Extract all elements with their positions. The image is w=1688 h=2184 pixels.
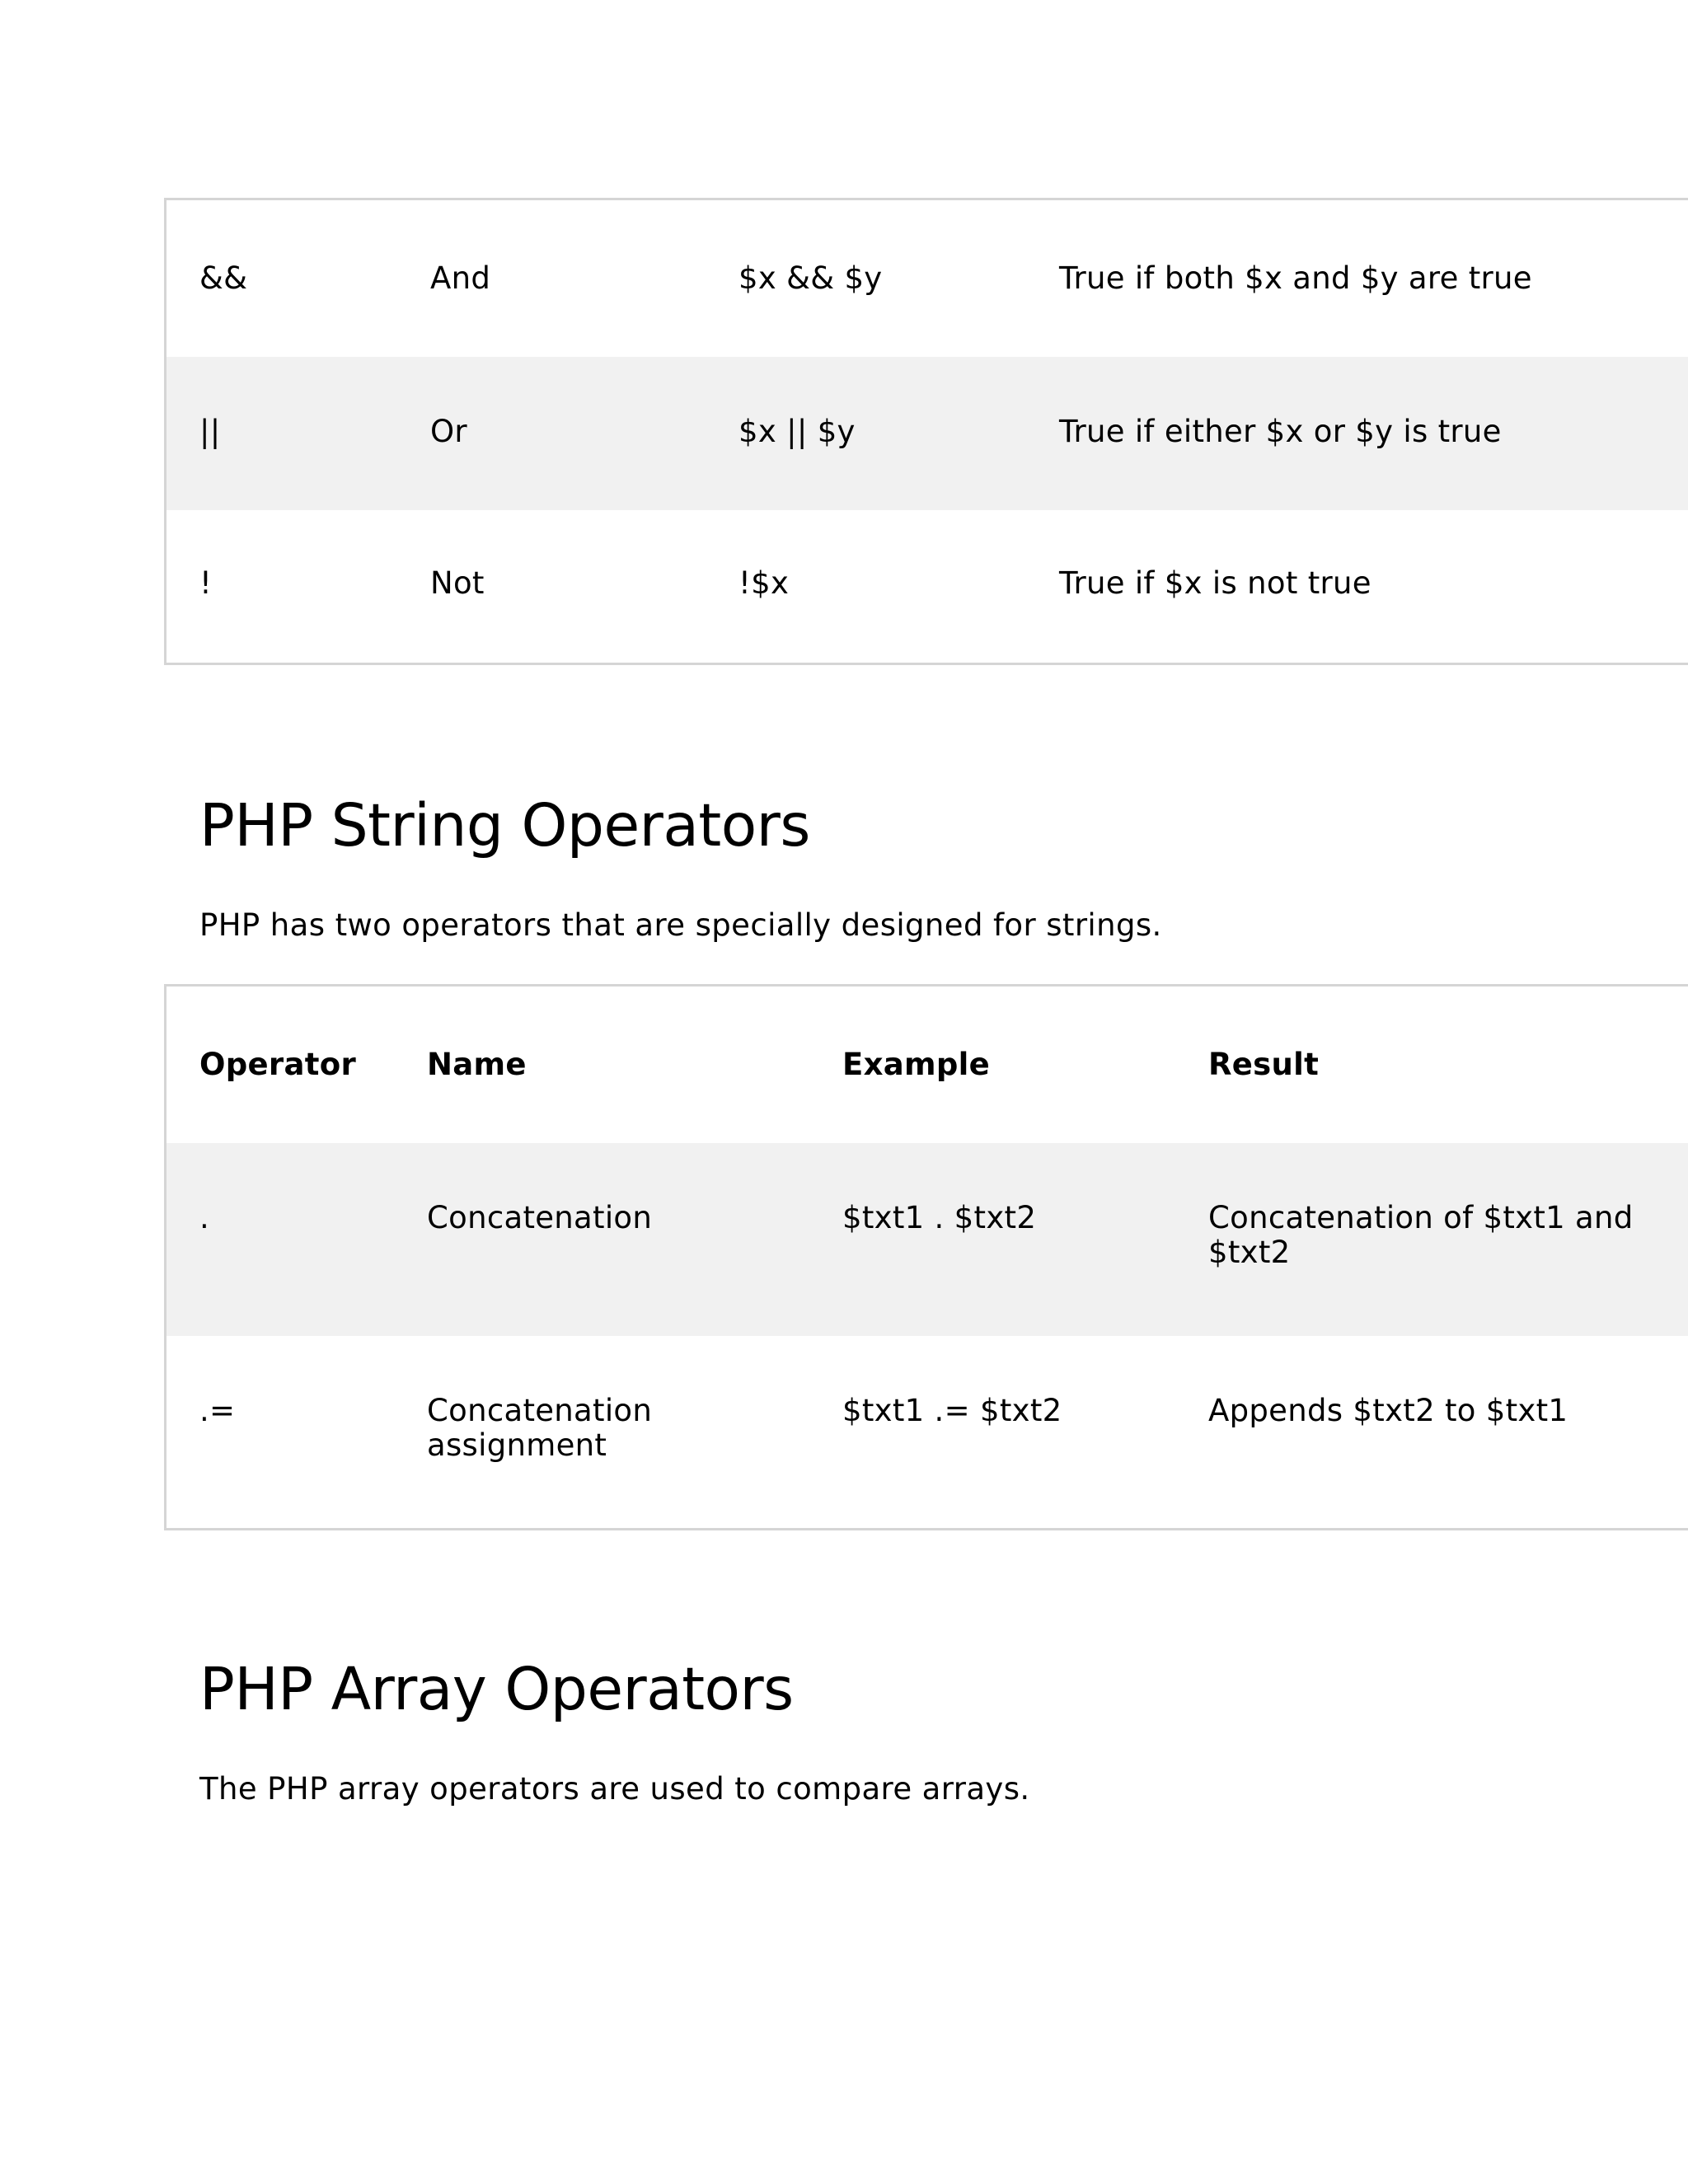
name-cell: And [430, 260, 491, 296]
result-cell: Concatenation of $txt1 and $txt2 [1208, 1200, 1634, 1270]
table-header-row [166, 987, 1688, 1143]
array-operators-intro: The PHP array operators are used to compare arrays. [199, 1771, 1030, 1807]
result-cell: True if $x is not true [1059, 565, 1372, 601]
operator-cell: ! [199, 565, 213, 601]
result-cell: True if either $x or $y is true [1059, 414, 1502, 449]
logical-operators-table [164, 198, 1688, 665]
example-cell: !$x [738, 565, 790, 601]
result-cell: True if both $x and $y are true [1059, 260, 1532, 296]
name-cell: Or [430, 414, 467, 449]
name-cell: Not [430, 565, 485, 601]
operator-cell: .= [199, 1393, 236, 1428]
name-cell: Concatenation assignment [427, 1393, 653, 1463]
operator-cell: && [199, 260, 248, 296]
array-operators-heading: PHP Array Operators [199, 1655, 794, 1723]
table-row [166, 357, 1688, 510]
string-operators-table [164, 984, 1688, 1530]
example-cell: $x || $y [738, 414, 856, 449]
example-cell: $txt1 .= $txt2 [842, 1393, 1062, 1428]
table-row [166, 1143, 1688, 1336]
operator-cell: || [199, 414, 221, 449]
result-cell: Appends $txt2 to $txt1 [1208, 1393, 1568, 1428]
example-cell: $x && $y [738, 260, 883, 296]
name-cell: Concatenation [427, 1200, 653, 1235]
string-operators-intro: PHP has two operators that are specially designed for strings. [199, 907, 1162, 943]
operator-cell: . [199, 1200, 210, 1235]
operator-column-header: Operator [199, 1047, 357, 1082]
table-row [166, 1336, 1688, 1528]
name-column-header: Name [427, 1047, 527, 1082]
example-cell: $txt1 . $txt2 [842, 1200, 1037, 1235]
result-column-header: Result [1208, 1047, 1320, 1082]
table-row [166, 510, 1688, 663]
table-row [166, 200, 1688, 357]
example-column-header: Example [842, 1047, 991, 1082]
string-operators-heading: PHP String Operators [199, 791, 810, 860]
